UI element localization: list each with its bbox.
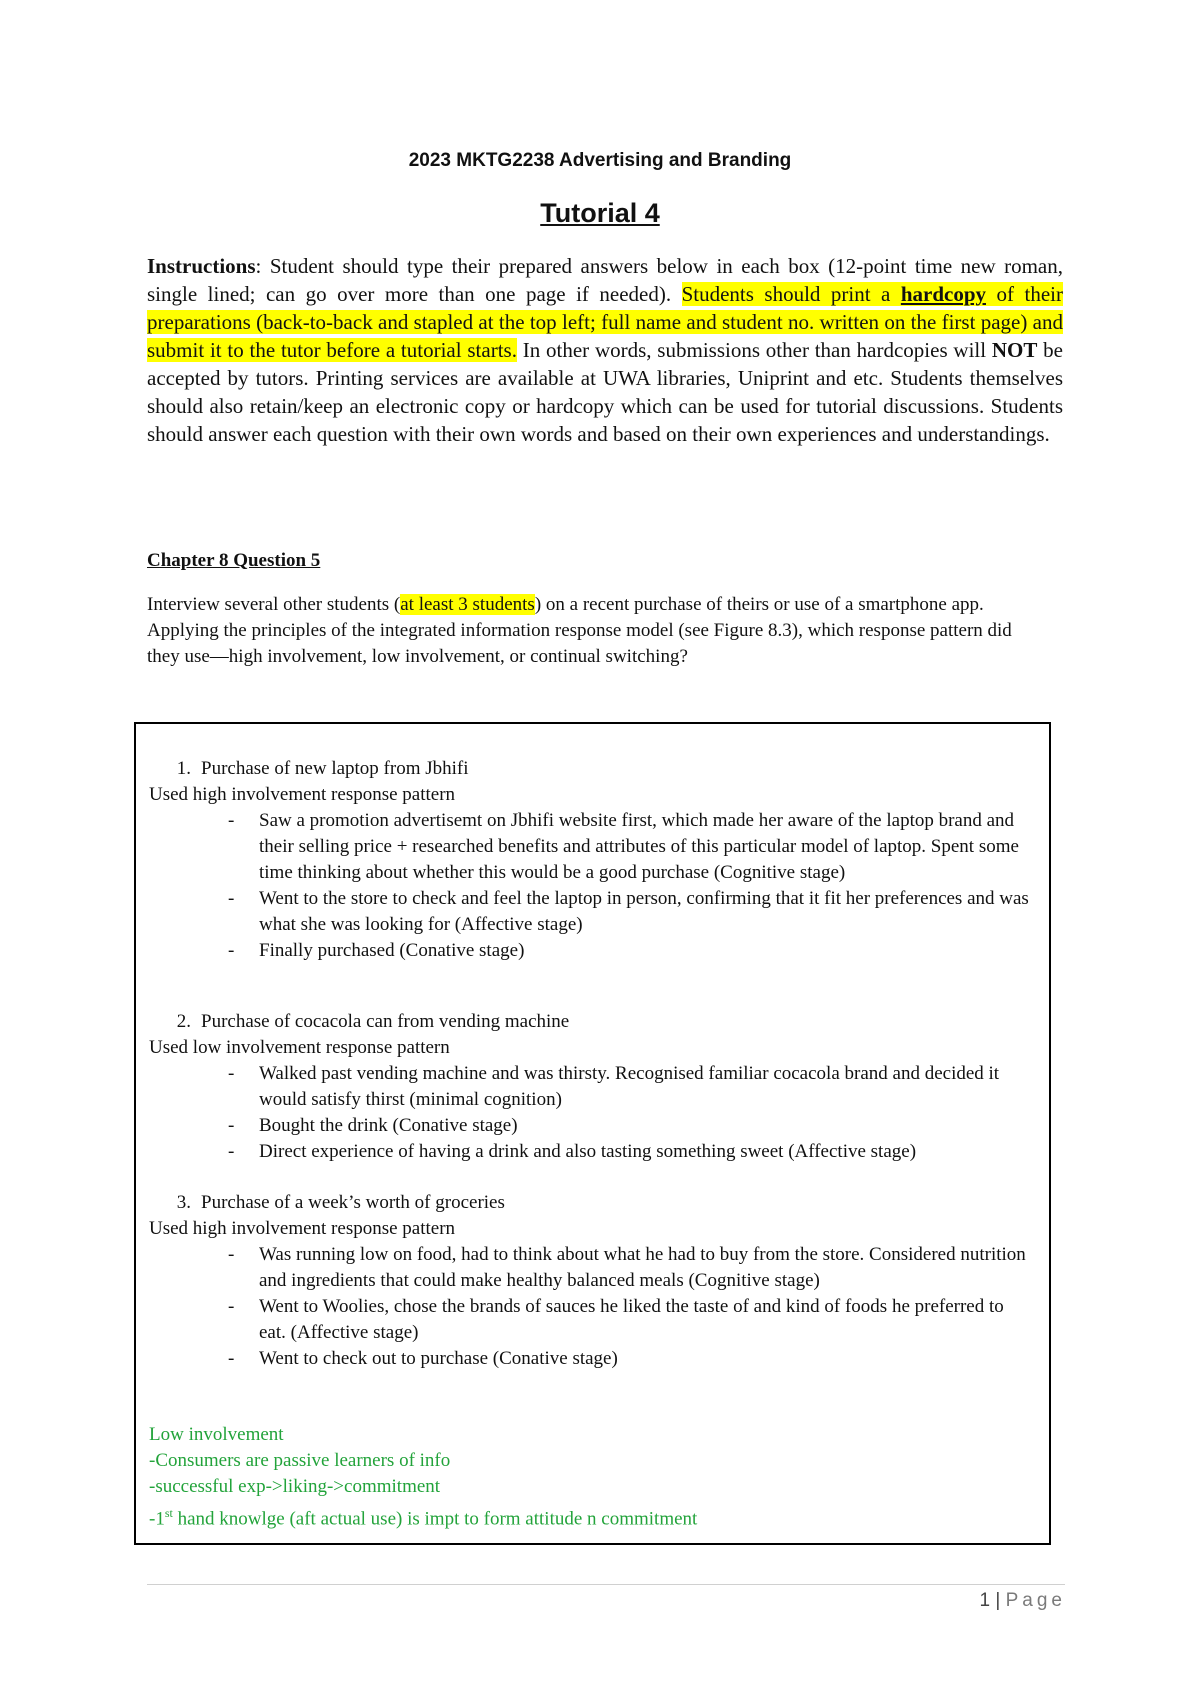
bullet-dash: - [228, 1348, 235, 1369]
notes-line-4-b: hand knowlge (aft actual use) is impt to form attitude n commitment [172, 1508, 698, 1530]
bullet-dash: - [228, 810, 235, 831]
instructions-text-1: : Student should type their prepared answers below in each box (12-point time new roman, single lined; can go over more than one page if needed). [147, 254, 1063, 306]
question-highlight: at least 3 students [400, 594, 535, 615]
answer-1 [149, 756, 1029, 964]
notes [149, 1422, 1029, 1532]
course-title: 2023 MKTG2238 Advertising and Branding [408, 150, 792, 171]
chapter-heading: Chapter 8 Question 5 [147, 550, 321, 571]
answer-1-number: 1. [176, 758, 191, 779]
answer-2 [149, 1009, 1029, 1165]
answer-3-bullet [149, 1346, 1029, 1372]
tutorial-title: Tutorial 4 [540, 198, 660, 228]
answer-1-title-line [149, 756, 1029, 782]
bullet-dash: - [228, 888, 235, 909]
notes-line-3: -successful exp->liking->commitment [149, 1476, 441, 1497]
bullet-text: Went to the store to check and feel the laptop in person, confirming that it fit her preferences and was what she was looking for (Affective stage) [259, 888, 1029, 935]
answer-3-bullet [149, 1242, 1029, 1294]
answer-3-pattern: Used high involvement response pattern [149, 1218, 456, 1239]
answer-2-bullet [149, 1113, 1029, 1139]
answer-1-pattern: Used high involvement response pattern [149, 784, 456, 805]
answer-3-bullet [149, 1294, 1029, 1346]
answer-3-title: Purchase of a week’s worth of groceries [201, 1192, 505, 1213]
bullet-text: Saw a promotion advertisemt on Jbhifi website first, which made her aware of the laptop brand and their selling price + researched benefits and attributes of this particular model of laptop. Spent some time thinking about whether this would be a good purchase (Cognitive stage) [259, 810, 1019, 883]
answer-3-title-line [149, 1190, 1029, 1216]
question-text [147, 592, 1027, 670]
instructions-text-2: In other words, submissions other than hardcopies will [516, 338, 992, 362]
answer-2-title: Purchase of cocacola can from vending machine [201, 1011, 570, 1032]
instructions-text-3: be accepted by tutors. Printing services are available at UWA libraries, Uniprint and etc. Students themselves should also retain/keep an electronic copy or hardcopy which can be used for tutorial discussions. Students should answer each question with their own words and based on their own experiences and understandings. [147, 338, 1063, 446]
bullet-text: Finally purchased (Conative stage) [259, 940, 525, 961]
question-part-2: ) on a recent purchase of theirs or use of a smartphone app. Applying the principles of the integrated information response model (see Figure 8.3), which response pattern did they use—high involvement, low involvement, or continual switching? [147, 594, 1012, 667]
bullet-text: Went to Woolies, chose the brands of sauces he liked the taste of and kind of foods he preferred to eat. (Affective stage) [259, 1296, 1004, 1343]
bullet-text: Bought the drink (Conative stage) [259, 1115, 518, 1136]
instructions-paragraph [147, 252, 1063, 448]
highlight-print-a: Students should print a [681, 282, 901, 306]
bullet-text: Direct experience of having a drink and also tasting something sweet (Affective stage) [259, 1141, 917, 1162]
bullet-text: Went to check out to purchase (Conative stage) [259, 1348, 618, 1369]
answer-2-bullet [149, 1061, 1029, 1113]
highlight-hardcopy: hardcopy [900, 282, 987, 306]
page-label: Page [1005, 1590, 1066, 1611]
instructions-not: NOT [991, 338, 1038, 362]
footer-divider [147, 1584, 1065, 1585]
instructions-label: Instructions [147, 254, 256, 278]
bullet-text: Walked past vending machine and was thirsty. Recognised familiar cocacola brand and decided it would satisfy thirst (minimal cognition) [259, 1063, 1000, 1110]
answer-3 [149, 1190, 1029, 1372]
notes-line-4-a: -1 [149, 1508, 165, 1530]
question-part-1: Interview several other students ( [147, 594, 401, 615]
bullet-dash: - [228, 1244, 235, 1265]
notes-line-2: -Consumers are passive learners of info [149, 1450, 451, 1471]
page-number: 1 [979, 1590, 991, 1611]
answer-2-pattern: Used low involvement response pattern [149, 1037, 450, 1058]
bullet-dash: - [228, 1296, 235, 1317]
answer-2-title-line [149, 1009, 1029, 1035]
answer-1-title: Purchase of new laptop from Jbhifi [201, 758, 469, 779]
answer-1-bullet [149, 886, 1029, 938]
answer-2-bullet [149, 1139, 1029, 1165]
bullet-dash: - [228, 1115, 235, 1136]
notes-line-1: Low involvement [149, 1424, 284, 1445]
notes-line-4 [149, 1500, 1029, 1532]
page-footer [980, 1590, 1066, 1612]
highlight-print-b: of their preparations (back-to-back and stapled at the top left; full name and student no. written on the first page) and submit it to the tutor before a tutorial starts. [147, 282, 1063, 362]
bullet-dash: - [228, 940, 235, 961]
answer-2-number: 2. [176, 1011, 191, 1032]
notes-line-4-sup: st [164, 1506, 173, 1520]
footer-separator: | [995, 1590, 1001, 1611]
answer-3-number: 3. [176, 1192, 191, 1213]
bullet-dash: - [228, 1141, 235, 1162]
answer-box[interactable] [134, 722, 1051, 1545]
answer-1-bullet [149, 808, 1029, 886]
bullet-text: Was running low on food, had to think about what he had to buy from the store. Considered nutrition and ingredients that could make healthy balanced meals (Cognitive stage) [259, 1244, 1026, 1291]
bullet-dash: - [228, 1063, 235, 1084]
answer-1-bullet [149, 938, 1029, 964]
